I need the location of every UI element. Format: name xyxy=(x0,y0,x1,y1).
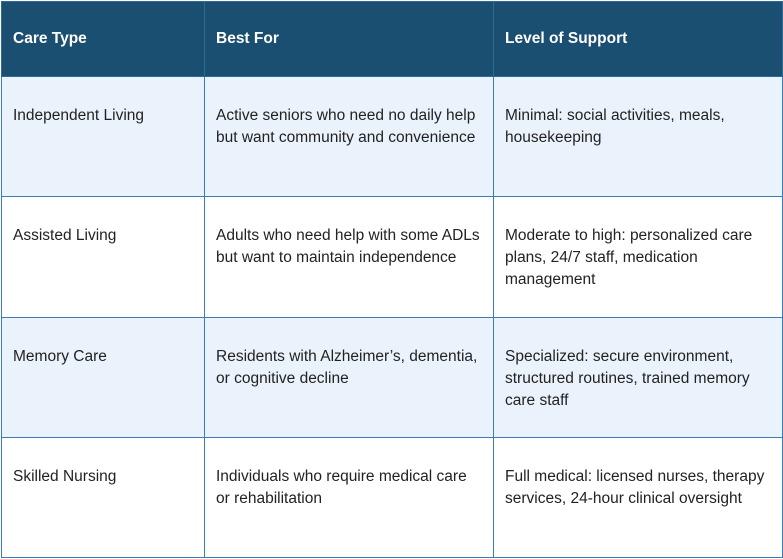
header-row xyxy=(2,2,783,77)
table-header xyxy=(2,2,783,77)
cell-best-for: Adults who need help with some ADLs but want to maintain independence xyxy=(205,197,494,317)
header-best-for: Best For xyxy=(205,2,494,77)
cell-care-type: Independent Living xyxy=(2,77,205,197)
cell-care-type: Memory Care xyxy=(2,317,205,437)
table-row xyxy=(2,77,783,197)
cell-best-for: Active seniors who need no daily help but want community and convenience xyxy=(205,77,494,197)
cell-care-type: Assisted Living xyxy=(2,197,205,317)
cell-best-for: Residents with Alzheimer’s, dementia, or cognitive decline xyxy=(205,317,494,437)
cell-level-of-support: Moderate to high: personalized care plans, 24/7 staff, medication management xyxy=(494,197,783,317)
care-comparison-table-container xyxy=(1,1,782,558)
cell-best-for: Individuals who require medical care or rehabilitation xyxy=(205,437,494,557)
header-care-type: Care Type xyxy=(2,2,205,77)
cell-level-of-support: Full medical: licensed nurses, therapy services, 24-hour clinical oversight xyxy=(494,437,783,557)
cell-level-of-support: Minimal: social activities, meals, housekeeping xyxy=(494,77,783,197)
table-body xyxy=(2,77,783,558)
table-row xyxy=(2,437,783,557)
table-row xyxy=(2,317,783,437)
header-level-of-support: Level of Support xyxy=(494,2,783,77)
cell-care-type: Skilled Nursing xyxy=(2,437,205,557)
cell-level-of-support: Specialized: secure environment, structured routines, trained memory care staff xyxy=(494,317,783,437)
table-row xyxy=(2,197,783,317)
care-comparison-table xyxy=(1,1,783,558)
